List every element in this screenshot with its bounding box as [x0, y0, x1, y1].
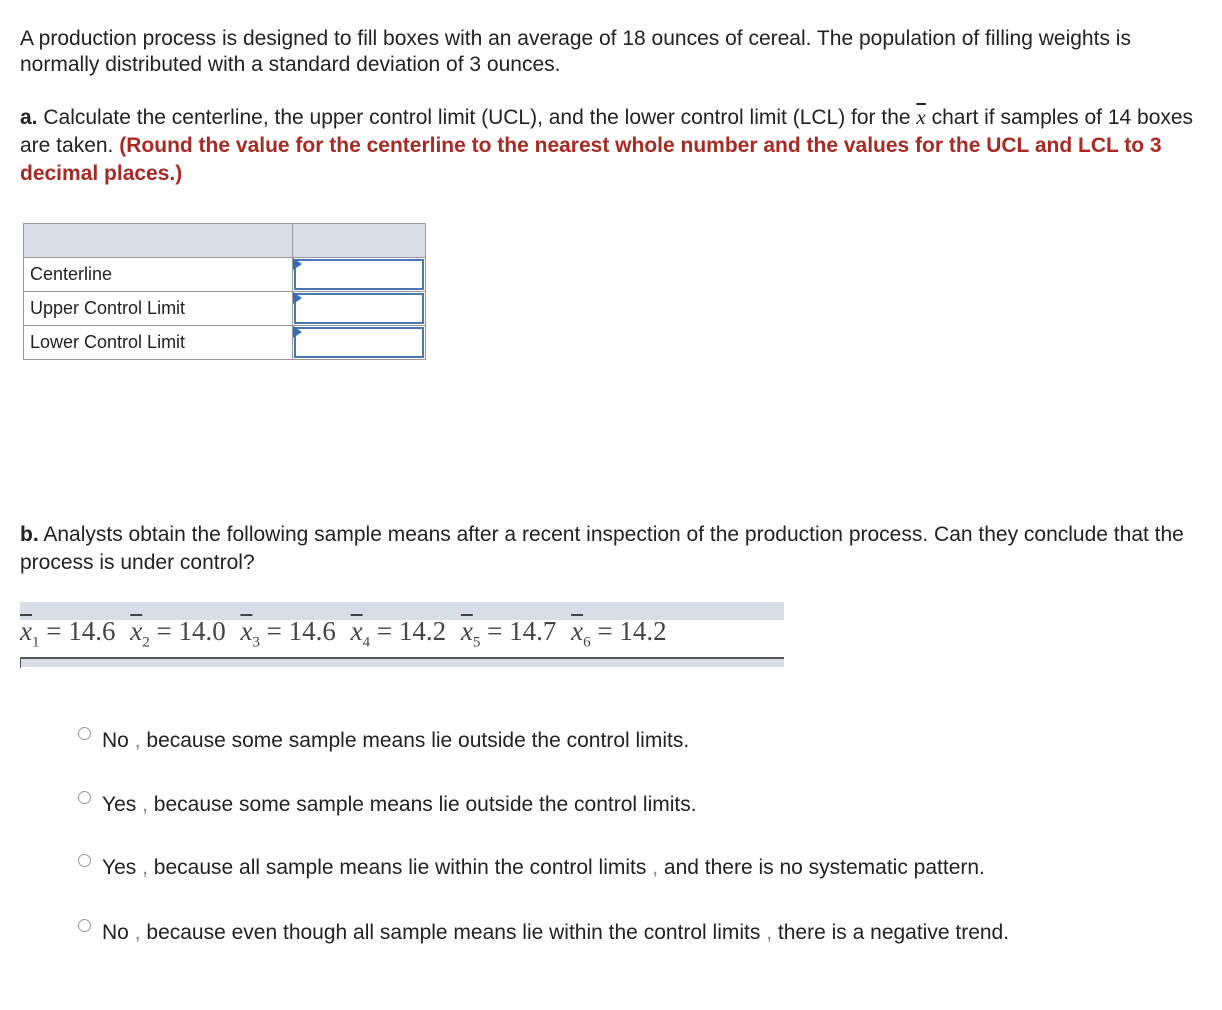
sample-mean: $\overline{x}_2 = 14.0$: [130, 616, 226, 651]
table-header-cell: [24, 224, 293, 258]
radio-button[interactable]: [78, 854, 91, 867]
lcl-cell: [293, 326, 426, 360]
sample-mean: $\overline{x}_6 = 14.2$: [571, 616, 667, 651]
option-label: Yes , because some sample means lie outside the control limits.: [102, 793, 697, 816]
flag-icon: [293, 326, 302, 338]
problem-intro: A production process is designed to fill boxes with an average of 18 ounces of cereal. The population of filling weights is normally distributed with a standard deviation of 3 ounces.: [20, 27, 1131, 76]
part-a-text-1: Calculate the centerline, the upper control limit (UCL), and the lower control limit (LCL) for the: [43, 106, 911, 129]
part-b-label: b.: [20, 523, 39, 546]
means-tick: [20, 659, 21, 668]
table-row-centerline: [24, 258, 426, 292]
ucl-label: Upper Control Limit: [24, 292, 293, 326]
table-header-cell: [293, 224, 426, 258]
control-limits-table: [23, 223, 426, 360]
option-label: No , because even though all sample means lie within the control limits , there is a negative trend.: [102, 921, 1010, 944]
sample-mean: $\overline{x}_1 = 14.6$: [20, 616, 116, 651]
table-row-ucl: [24, 292, 426, 326]
radio-button[interactable]: [78, 919, 91, 932]
ucl-input[interactable]: [294, 293, 424, 324]
option-label: No , because some sample means lie outside the control limits.: [102, 729, 690, 752]
sample-means-equation: [20, 616, 675, 651]
part-b-text: Analysts obtain the following sample means after a recent inspection of the production process. Can they conclude that the process is under control?: [20, 523, 1184, 574]
lcl-label: Lower Control Limit: [24, 326, 293, 360]
sample-mean: $\overline{x}_3 = 14.6$: [240, 616, 336, 651]
radio-button[interactable]: [78, 727, 91, 740]
part-a-label: a.: [20, 106, 38, 129]
flag-icon: [293, 292, 302, 304]
means-underline: [20, 657, 784, 659]
rounding-instruction: (Round the value for the centerline to the nearest whole number and the values for the UCL and LCL to 3 decimal places.): [20, 134, 1162, 185]
table-header-row: [24, 224, 426, 258]
part-a-text-2: chart if samples of 14 boxes are taken.: [20, 106, 1194, 157]
lcl-input[interactable]: [294, 327, 424, 358]
radio-button[interactable]: [78, 791, 91, 804]
table-row-lcl: [24, 326, 426, 360]
ucl-cell: [293, 292, 426, 326]
flag-icon: [293, 258, 302, 270]
sample-means-box: [20, 602, 784, 666]
part-b-question: [20, 521, 1200, 577]
sample-mean: $\overline{x}_4 = 14.2$: [350, 616, 447, 651]
sample-mean: $\overline{x}_5 = 14.7$: [460, 616, 557, 651]
centerline-input[interactable]: [294, 259, 424, 290]
option-label: Yes , because all sample means lie within the control limits , and there is no systematic pattern.: [102, 856, 985, 879]
centerline-cell: [293, 258, 426, 292]
centerline-label: Centerline: [24, 258, 293, 292]
means-box-background: [20, 659, 784, 667]
xbar-symbol: $\overline{x}$: [916, 105, 926, 129]
part-a-question: [20, 103, 1200, 188]
